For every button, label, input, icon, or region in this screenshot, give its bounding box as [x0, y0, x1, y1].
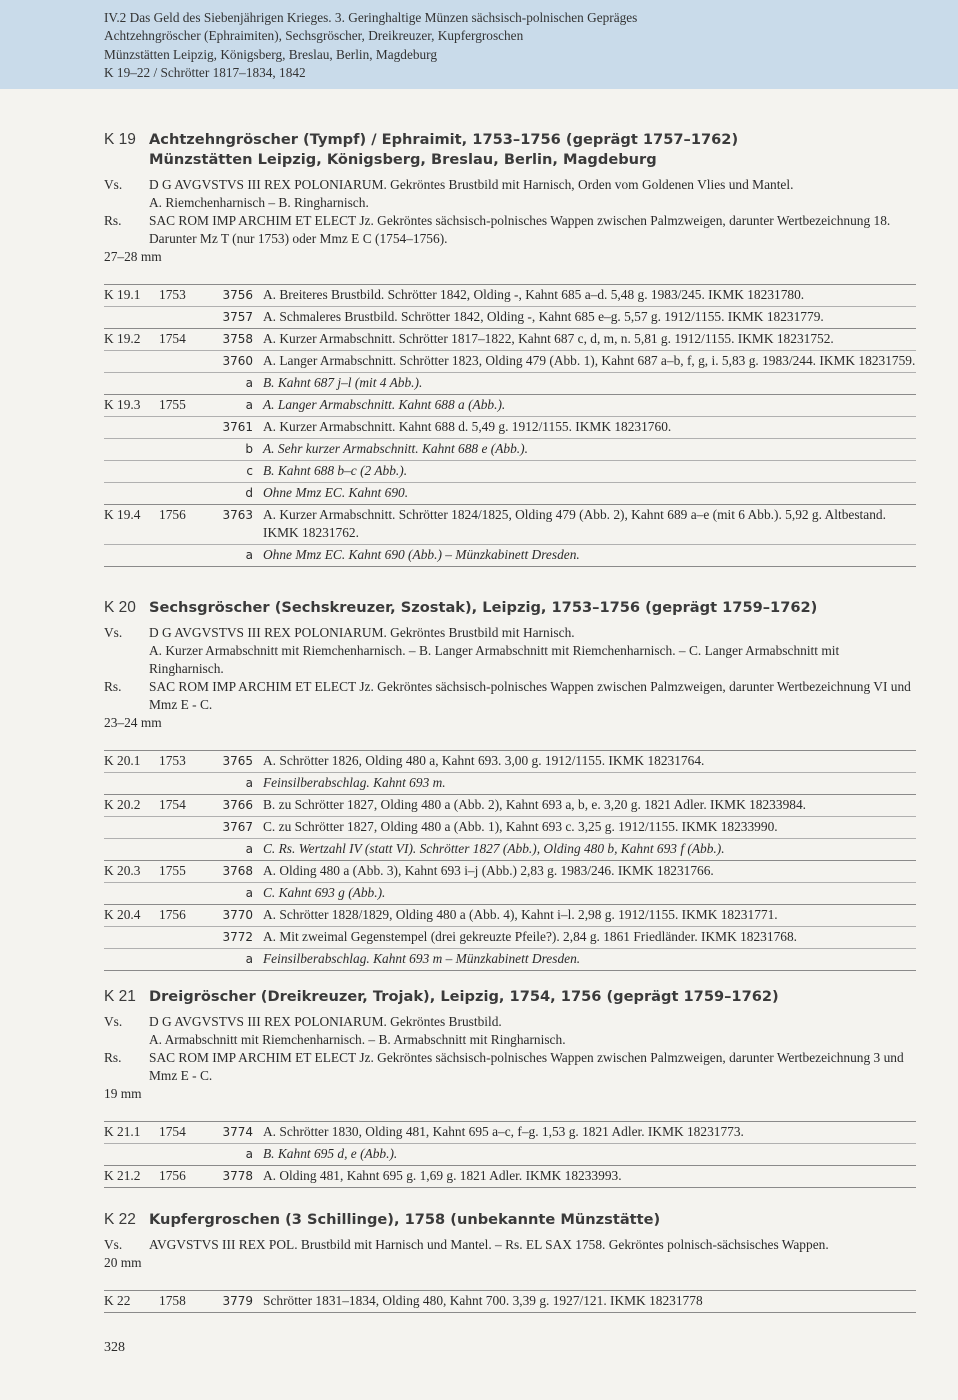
- inventory-number: 3766: [222, 798, 253, 812]
- year-cell: [159, 818, 211, 836]
- year-cell: 1754: [159, 331, 186, 346]
- inventory-number: a: [245, 1147, 253, 1161]
- inventory-number: 3767: [222, 820, 253, 834]
- catalog-id: K 21.1: [104, 1124, 141, 1139]
- year-cell: [159, 374, 211, 392]
- table-row: [104, 1165, 916, 1188]
- inventory-number: 3774: [222, 1125, 253, 1139]
- section-title: Sechsgröscher (Sechskreuzer, Szostak), Leipzig, 1753–1756 (geprägt 1759–1762): [149, 599, 818, 616]
- entry-text: Ohne Mmz EC. Kahnt 690.: [263, 485, 409, 500]
- header-line: IV.2 Das Geld des Siebenjährigen Krieges. 3. Geringhaltige Münzen sächsisch-polnischen Gepräges: [104, 10, 638, 25]
- table-row: [104, 504, 916, 544]
- entry-text: A. Kurzer Armabschnitt. Schrötter 1824/1825, Olding 479 (Abb. 2), Kahnt 689 a–e (mit 6 Abb.). 5,92 g. Altbestand. IKMK 18231762.: [263, 507, 886, 540]
- entry-text: A. Schrötter 1826, Olding 480 a, Kahnt 693. 3,00 g. 1912/1155. IKMK 18231764.: [263, 753, 705, 768]
- desc-line: [104, 176, 916, 194]
- running-header: [0, 0, 958, 89]
- catalog-id: [104, 308, 159, 326]
- table-row: [104, 328, 916, 350]
- year-cell: 1753: [159, 287, 186, 302]
- entry-text: C. zu Schrötter 1827, Olding 480 a (Abb. 1), Kahnt 693 c. 3,25 g. 1912/1155. IKMK 18233990.: [263, 819, 778, 834]
- section-title: Kupfergroschen (3 Schillinge), 1758 (unbekannte Münzstätte): [149, 1211, 661, 1228]
- inventory-number: 3778: [222, 1169, 253, 1183]
- year-cell: [159, 950, 211, 968]
- section-id: K 19: [104, 131, 136, 148]
- coin-size: 27–28 mm: [104, 249, 162, 264]
- section-subtitle: Münzstätten Leipzig, Königsberg, Breslau, Berlin, Magdeburg: [149, 151, 657, 168]
- desc-line: [104, 624, 916, 642]
- inventory-number: c: [246, 464, 253, 478]
- inventory-number: 3757: [222, 310, 253, 324]
- entry-text: A. Breiteres Brustbild. Schrötter 1842, Olding -, Kahnt 685 a–d. 5,48 g. 1983/245. IKMK 18231780.: [263, 287, 805, 302]
- entry-text: B. Kahnt 688 b–c (2 Abb.).: [263, 463, 408, 478]
- inventory-number: a: [245, 842, 253, 856]
- desc-label: Rs.: [104, 213, 122, 228]
- year-cell: [159, 484, 211, 502]
- desc-text: A. Armabschnitt mit Riemchenharnisch. – B. Armabschnitt mit Ringharnisch.: [149, 1032, 566, 1047]
- table-row: [104, 904, 916, 926]
- desc-text: AVGVSTVS III REX POL. Brustbild mit Harnisch und Mantel. – Rs. EL SAX 1758. Gekröntes polnisch-sächsisches Wappen.: [149, 1237, 829, 1252]
- table-row: [104, 460, 916, 482]
- year-cell: 1755: [159, 863, 186, 878]
- year-cell: [159, 462, 211, 480]
- year-cell: [159, 884, 211, 902]
- entry-text: A. Kurzer Armabschnitt. Schrötter 1817–1822, Kahnt 687 c, d, m, n. 5,81 g. 1912/1155. IKMK 18231752.: [263, 331, 834, 346]
- desc-text: SAC ROM IMP ARCHIM ET ELECT Jz. Gekröntes sächsisch-polnisches Wappen zwischen Palmzweigen, darunter Wertbezeichnung 18. Darunter Mz T (nur 1753) oder Mmz E C (1754–1756).: [149, 213, 891, 246]
- desc-label: [104, 642, 149, 678]
- catalog-id: K 19.2: [104, 331, 141, 346]
- year-cell: 1756: [159, 507, 186, 522]
- entry-text: A. Sehr kurzer Armabschnitt. Kahnt 688 e (Abb.).: [263, 441, 528, 456]
- year-cell: [159, 418, 211, 436]
- catalog-id: K 20.2: [104, 797, 141, 812]
- catalog-id: [104, 1145, 159, 1163]
- table-row: [104, 482, 916, 504]
- header-line: K 19–22 / Schrötter 1817–1834, 1842: [104, 65, 306, 81]
- inventory-number: 3763: [222, 508, 253, 522]
- year-cell: 1754: [159, 1124, 186, 1139]
- table-row: [104, 750, 916, 772]
- table-row: [104, 772, 916, 794]
- inventory-number: 3761: [222, 420, 253, 434]
- desc-text: SAC ROM IMP ARCHIM ET ELECT Jz. Gekröntes sächsisch-polnisches Wappen zwischen Palmzweigen, darunter Wertbezeichnung VI und Mmz E - C.: [149, 679, 911, 712]
- desc-text: A. Kurzer Armabschnitt mit Riemchenharnisch. – B. Langer Armabschnitt mit Riemchenharnisch. – C. Langer Armabschnitt mit Ringharnisch.: [149, 643, 840, 676]
- inventory-number: 3768: [222, 864, 253, 878]
- entry-text: B. zu Schrötter 1827, Olding 480 a (Abb. 2), Kahnt 693 a, b, e. 3,20 g. 1821 Adler. IKMK 18233984.: [263, 797, 806, 812]
- entry-text: A. Olding 480 a (Abb. 3), Kahnt 693 i–j (Abb.) 2,83 g. 1983/246. IKMK 18231766.: [263, 863, 714, 878]
- section-description: [104, 624, 916, 732]
- header-line: Achtzehngröscher (Ephraimiten), Sechsgröscher, Dreikreuzer, Kupfergroschen: [104, 28, 524, 44]
- year-cell: 1753: [159, 753, 186, 768]
- table-row: [104, 350, 916, 372]
- desc-line: [104, 194, 916, 212]
- inventory-number: 3772: [222, 930, 253, 944]
- catalog-id: K 20.3: [104, 863, 141, 878]
- table-row: [104, 1121, 916, 1143]
- catalog-id: K 19.3: [104, 397, 141, 412]
- year-cell: [159, 308, 211, 326]
- desc-text: D G AVGVSTVS III REX POLONIARUM. Gekröntes Brustbild mit Harnisch.: [149, 625, 575, 640]
- catalog-table: [104, 284, 916, 567]
- table-row: [104, 882, 916, 904]
- desc-label: Vs.: [104, 1014, 123, 1029]
- catalog-id: [104, 418, 159, 436]
- inventory-number: 3765: [222, 754, 253, 768]
- entry-text: C. Kahnt 693 g (Abb.).: [263, 885, 386, 900]
- catalog-id: [104, 840, 159, 858]
- table-row: [104, 1143, 916, 1165]
- section-title: Achtzehngröscher (Tympf) / Ephraimit, 1753–1756 (geprägt 1757–1762): [149, 131, 739, 148]
- inventory-number: 3758: [222, 332, 253, 346]
- inventory-number: a: [245, 776, 253, 790]
- table-row: [104, 284, 916, 306]
- catalog-id: K 19.4: [104, 507, 141, 522]
- catalog-id: K 19.1: [104, 287, 141, 302]
- entry-text: A. Schrötter 1830, Olding 481, Kahnt 695 a–c, f–g. 1,53 g. 1821 Adler. IKMK 18231773.: [263, 1124, 744, 1139]
- catalog-id: [104, 484, 159, 502]
- desc-text: D G AVGVSTVS III REX POLONIARUM. Gekröntes Brustbild mit Harnisch, Orden vom Goldenen Vlies und Mantel.: [149, 177, 794, 192]
- desc-text: A. Riemchenharnisch – B. Ringharnisch.: [149, 195, 369, 210]
- entry-text: A. Schrötter 1828/1829, Olding 480 a (Abb. 4), Kahnt i–l. 2,98 g. 1912/1155. IKMK 18231771.: [263, 907, 778, 922]
- desc-label: Vs.: [104, 177, 123, 192]
- table-row: [104, 860, 916, 882]
- section-heading: [104, 130, 916, 170]
- catalog-id: [104, 950, 159, 968]
- catalog-section-k21: [104, 987, 916, 1188]
- desc-text: SAC ROM IMP ARCHIM ET ELECT Jz. Gekröntes sächsisch-polnisches Wappen zwischen Palmzweigen, darunter Wertbezeichnung 3 und Mmz E - C.: [149, 1050, 904, 1083]
- entry-text: A. Mit zweimal Gegenstempel (drei gekreuzte Pfeile?). 2,84 g. 1861 Friedländer. IKMK 18231768.: [263, 929, 797, 944]
- inventory-number: b: [245, 442, 253, 456]
- year-cell: 1755: [159, 397, 186, 412]
- year-cell: [159, 840, 211, 858]
- entry-text: A. Langer Armabschnitt. Kahnt 688 a (Abb.).: [263, 397, 506, 412]
- desc-line: [104, 1031, 916, 1049]
- catalog-id: K 20.1: [104, 753, 141, 768]
- section-id: K 22: [104, 1211, 136, 1228]
- inventory-number: 3770: [222, 908, 253, 922]
- table-row: [104, 838, 916, 860]
- inventory-number: 3779: [222, 1294, 253, 1308]
- catalog-table: [104, 1121, 916, 1188]
- desc-label: Rs.: [104, 679, 122, 694]
- inventory-number: d: [245, 486, 253, 500]
- catalog-id: [104, 352, 159, 370]
- catalog-id: [104, 884, 159, 902]
- entry-text: A. Kurzer Armabschnitt. Kahnt 688 d. 5,49 g. 1912/1155. IKMK 18231760.: [263, 419, 672, 434]
- desc-line: [104, 212, 916, 248]
- section-id: K 21: [104, 988, 136, 1005]
- desc-line: [104, 678, 916, 714]
- section-heading: [104, 987, 916, 1007]
- section-title: Dreigröscher (Dreikreuzer, Trojak), Leipzig, 1754, 1756 (geprägt 1759–1762): [149, 988, 779, 1005]
- entry-text: B. Kahnt 695 d, e (Abb.).: [263, 1146, 398, 1161]
- desc-label: Vs.: [104, 1237, 123, 1252]
- inventory-number: a: [245, 548, 253, 562]
- catalog-table: [104, 750, 916, 971]
- year-cell: [159, 1145, 211, 1163]
- entry-text: Feinsilberabschlag. Kahnt 693 m.: [263, 775, 446, 790]
- coin-size: 19 mm: [104, 1086, 142, 1101]
- desc-label: [104, 1031, 149, 1049]
- header-line: Münzstätten Leipzig, Königsberg, Breslau, Berlin, Magdeburg: [104, 46, 437, 62]
- inventory-number: 3760: [222, 354, 253, 368]
- entry-text: A. Langer Armabschnitt. Schrötter 1823, Olding 479 (Abb. 1), Kahnt 687 a–b, f, g, i. 5,83 g. 1983/244. IKMK 18231759.: [263, 353, 916, 368]
- year-cell: [159, 352, 211, 370]
- catalog-id: [104, 546, 159, 564]
- inventory-number: a: [245, 886, 253, 900]
- desc-label: [104, 194, 149, 212]
- catalog-id: K 21.2: [104, 1168, 141, 1183]
- table-row: [104, 416, 916, 438]
- inventory-number: a: [245, 398, 253, 412]
- catalog-id: K 20.4: [104, 907, 141, 922]
- entry-text: A. Olding 481, Kahnt 695 g. 1,69 g. 1821 Adler. IKMK 18233993.: [263, 1168, 622, 1183]
- desc-line: [104, 1236, 916, 1254]
- desc-line: [104, 1049, 916, 1085]
- coin-size: 20 mm: [104, 1255, 142, 1270]
- desc-line: [104, 642, 916, 678]
- year-cell: 1758: [159, 1293, 186, 1308]
- catalog-id: K 22: [104, 1293, 131, 1308]
- catalog-id: [104, 818, 159, 836]
- page-number: 328: [104, 1340, 125, 1355]
- desc-label: Vs.: [104, 625, 123, 640]
- section-description: [104, 176, 916, 266]
- catalog-section-k19: [104, 130, 916, 567]
- catalog-id: [104, 374, 159, 392]
- table-row: [104, 438, 916, 460]
- year-cell: 1754: [159, 797, 186, 812]
- year-cell: [159, 774, 211, 792]
- inventory-number: 3756: [222, 288, 253, 302]
- table-row: [104, 1290, 916, 1313]
- year-cell: 1756: [159, 907, 186, 922]
- catalog-id: [104, 928, 159, 946]
- table-row: [104, 306, 916, 328]
- entry-text: C. Rs. Wertzahl IV (statt VI). Schrötter 1827 (Abb.), Olding 480 b, Kahnt 693 f (Abb.).: [263, 841, 725, 856]
- table-row: [104, 948, 916, 971]
- year-cell: 1756: [159, 1168, 186, 1183]
- year-cell: [159, 440, 211, 458]
- entry-text: B. Kahnt 687 j–l (mit 4 Abb.).: [263, 375, 423, 390]
- catalog-table: [104, 1290, 916, 1313]
- table-row: [104, 816, 916, 838]
- coin-size: 23–24 mm: [104, 715, 162, 730]
- section-id: K 20: [104, 599, 136, 616]
- inventory-number: a: [245, 952, 253, 966]
- catalog-id: [104, 774, 159, 792]
- section-heading: [104, 598, 916, 618]
- table-row: [104, 372, 916, 394]
- entry-text: Ohne Mmz EC. Kahnt 690 (Abb.) – Münzkabinett Dresden.: [263, 547, 580, 562]
- desc-label: Rs.: [104, 1050, 122, 1065]
- catalog-id: [104, 440, 159, 458]
- catalog-section-k20: [104, 598, 916, 971]
- section-heading: [104, 1210, 916, 1230]
- catalog-id: [104, 462, 159, 480]
- section-description: [104, 1236, 916, 1272]
- year-cell: [159, 546, 211, 564]
- year-cell: [159, 928, 211, 946]
- entry-text: Feinsilberabschlag. Kahnt 693 m – Münzkabinett Dresden.: [263, 951, 581, 966]
- table-row: [104, 394, 916, 416]
- desc-line: [104, 1013, 916, 1031]
- desc-text: D G AVGVSTVS III REX POLONIARUM. Gekröntes Brustbild.: [149, 1014, 502, 1029]
- entry-text: Schrötter 1831–1834, Olding 480, Kahnt 700. 3,39 g. 1927/121. IKMK 18231778: [263, 1293, 703, 1308]
- table-row: [104, 926, 916, 948]
- section-description: [104, 1013, 916, 1103]
- catalog-section-k22: [104, 1210, 916, 1313]
- table-row: [104, 794, 916, 816]
- table-row: [104, 544, 916, 567]
- inventory-number: a: [245, 376, 253, 390]
- entry-text: A. Schmaleres Brustbild. Schrötter 1842, Olding -, Kahnt 685 e–g. 5,57 g. 1912/1155. IKMK 18231779.: [263, 309, 824, 324]
